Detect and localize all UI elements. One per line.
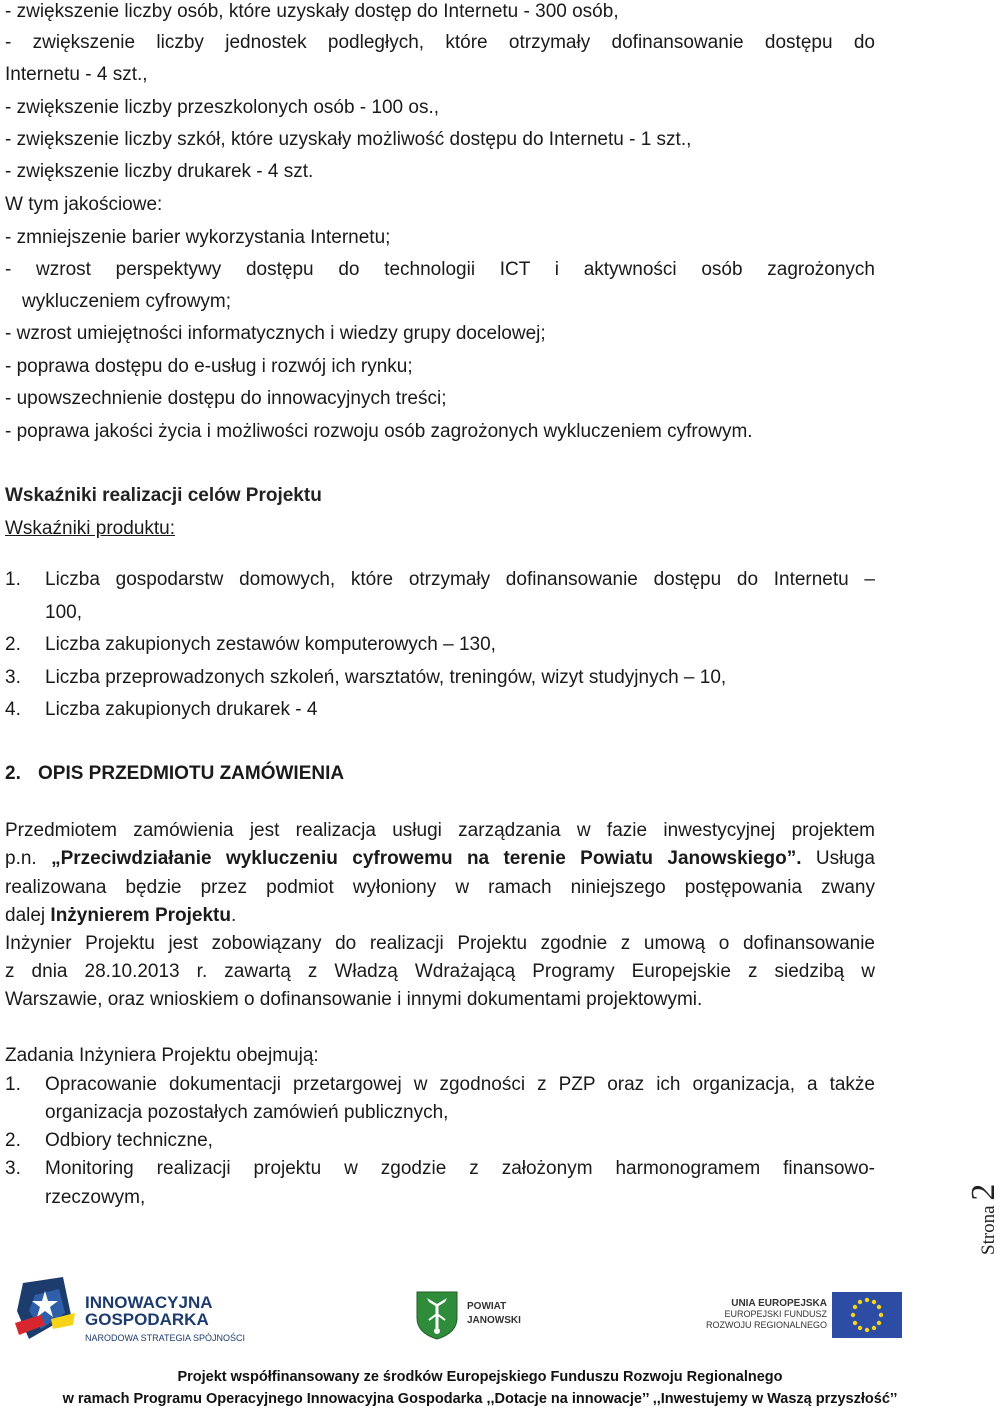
result-bullet: - zwiększenie liczby szkół, które uzyskały możliwość dostępu do Internetu - 1 szt.,	[5, 129, 692, 150]
result-bullet: - zwiększenie liczby drukarek - 4 szt.	[5, 161, 314, 182]
ig-logo-subtitle: NARODOWA STRATEGIA SPÓJNOŚCI	[85, 1333, 246, 1343]
task-number: 2.	[5, 1130, 21, 1151]
indicator-text: Liczba gospodarstw domowych, które otrzymały dofinansowanie dostępu do Internetu –	[45, 569, 875, 590]
indicator-text-continuation: 100,	[45, 602, 82, 623]
result-bullet: - zwiększenie liczby jednostek podległych, które otrzymały dofinansowanie dostępu do	[5, 32, 875, 53]
tasks-intro: Zadania Inżyniera Projektu obejmują:	[5, 1045, 319, 1066]
indicator-text: Liczba przeprowadzonych szkoleń, warsztatów, treningów, wizyt studyjnych – 10,	[45, 667, 727, 688]
indicators-heading: Wskaźniki realizacji celów Projektu	[5, 485, 322, 506]
footer-line: w ramach Programu Operacyjnego Innowacyjna Gospodarka ,,Dotacje na innowacje’’ ,,Inwestujemy w Waszą przyszłość’’	[62, 1391, 898, 1407]
result-bullet-continuation: Internetu - 4 szt.,	[5, 64, 148, 85]
qualitative-bullet: - zmniejszenie barier wykorzystania Internetu;	[5, 227, 391, 248]
indicators-subheading: Wskaźniki produktu:	[5, 518, 176, 539]
eu-logo-text: UNIA EUROPEJSKA EUROPEJSKI FUNDUSZ ROZWOJU REGIONALNEGO	[705, 1298, 827, 1330]
project-name: „Przeciwdziałanie wykluczeniu cyfrowemu na terenie Powiatu Janowskiego”.	[51, 848, 802, 869]
paragraph-line: Inżynier Projektu jest zobowiązany do realizacji Projektu zgodnie z umową o dofinansowanie	[5, 933, 875, 954]
ig-logo-title: INNOWACYJNA GOSPODARKA	[85, 1293, 213, 1329]
qualitative-intro: W tym jakościowe:	[5, 194, 163, 215]
paragraph-line: dalej Inżynierem Projektu.	[5, 905, 237, 926]
indicator-number: 2.	[5, 634, 21, 655]
page-label: Strona	[978, 1205, 999, 1255]
engineer-term: Inżynierem Projektu	[50, 905, 231, 926]
page-number	[905, 1160, 1002, 1255]
indicator-number: 4.	[5, 699, 21, 720]
paragraph-line: realizowana będzie przez podmiot wyłoniony w ramach niniejszego postępowania zwany	[5, 877, 875, 898]
qualitative-bullet: - poprawa jakości życia i możliwości rozwoju osób zagrożonych wykluczeniem cyfrowym.	[5, 421, 753, 442]
unia-europejska-logo	[705, 1290, 905, 1340]
task-text-continuation: rzeczowym,	[45, 1187, 146, 1208]
result-bullet: - zwiększenie liczby przeszkolonych osób - 100 os.,	[5, 97, 440, 118]
task-text-continuation: organizacja pozostałych zamówień publicznych,	[45, 1102, 449, 1123]
qualitative-bullet: - poprawa dostępu do e-usług i rozwój ich rynku;	[5, 356, 413, 377]
task-number: 3.	[5, 1158, 21, 1179]
paragraph-line: p.n. „Przeciwdziałanie wykluczeniu cyfrowemu na terenie Powiatu Janowskiego”. Usługa	[5, 848, 876, 869]
powiat-janowski-logo	[415, 1290, 535, 1345]
indicator-number: 3.	[5, 667, 21, 688]
result-bullet: - zwiększenie liczby osób, które uzyskały dostęp do Internetu - 300 osób,	[5, 1, 619, 22]
qualitative-bullet: - wzrost umiejętności informatycznych i wiedzy grupy docelowej;	[5, 323, 546, 344]
indicator-text: Liczba zakupionych zestawów komputerowych – 130,	[45, 634, 496, 655]
task-text: Odbiory techniczne,	[45, 1130, 213, 1151]
page-digit: 2	[965, 1183, 1002, 1201]
qualitative-bullet: - upowszechnienie dostępu do innowacyjnych treści;	[5, 388, 447, 409]
innowacyjna-gospodarka-logo	[15, 1275, 246, 1345]
task-text: Monitoring realizacji projektu w zgodzie z założonym harmonogramem finansowo-	[45, 1158, 875, 1179]
ig-emblem-icon	[15, 1275, 80, 1345]
indicator-text: Liczba zakupionych drukarek - 4	[45, 699, 318, 720]
paragraph-line: Warszawie, oraz wnioskiem o dofinansowanie i innymi dokumentami projektowymi.	[5, 989, 703, 1010]
eu-flag-icon	[832, 1292, 902, 1338]
powiat-logo-text: POWIAT JANOWSKI	[467, 1301, 521, 1326]
task-number: 1.	[5, 1074, 21, 1095]
section-number: 2.	[5, 763, 21, 784]
paragraph-line: z dnia 28.10.2013 r. zawartą z Władzą Wdrażającą Programy Europejskie z siedzibą w	[5, 961, 875, 982]
qualitative-bullet-continuation: wykluczeniem cyfrowym;	[22, 291, 232, 312]
qualitative-bullet: - wzrost perspektywy dostępu do technologii ICT i aktywności osób zagrożonych	[5, 259, 875, 280]
paragraph-line: Przedmiotem zamówienia jest realizacja usługi zarządzania w fazie inwestycyjnej projektem	[5, 820, 875, 841]
powiat-crest-icon	[415, 1290, 459, 1340]
task-text: Opracowanie dokumentacji przetargowej w zgodności z PZP oraz ich organizacja, a także	[45, 1074, 875, 1095]
footer-line: Projekt współfinansowany ze środków Europejskiego Funduszu Rozwoju Regionalnego	[177, 1369, 783, 1385]
section-title: OPIS PRZEDMIOTU ZAMÓWIENIA	[38, 763, 345, 784]
indicator-number: 1.	[5, 569, 21, 590]
